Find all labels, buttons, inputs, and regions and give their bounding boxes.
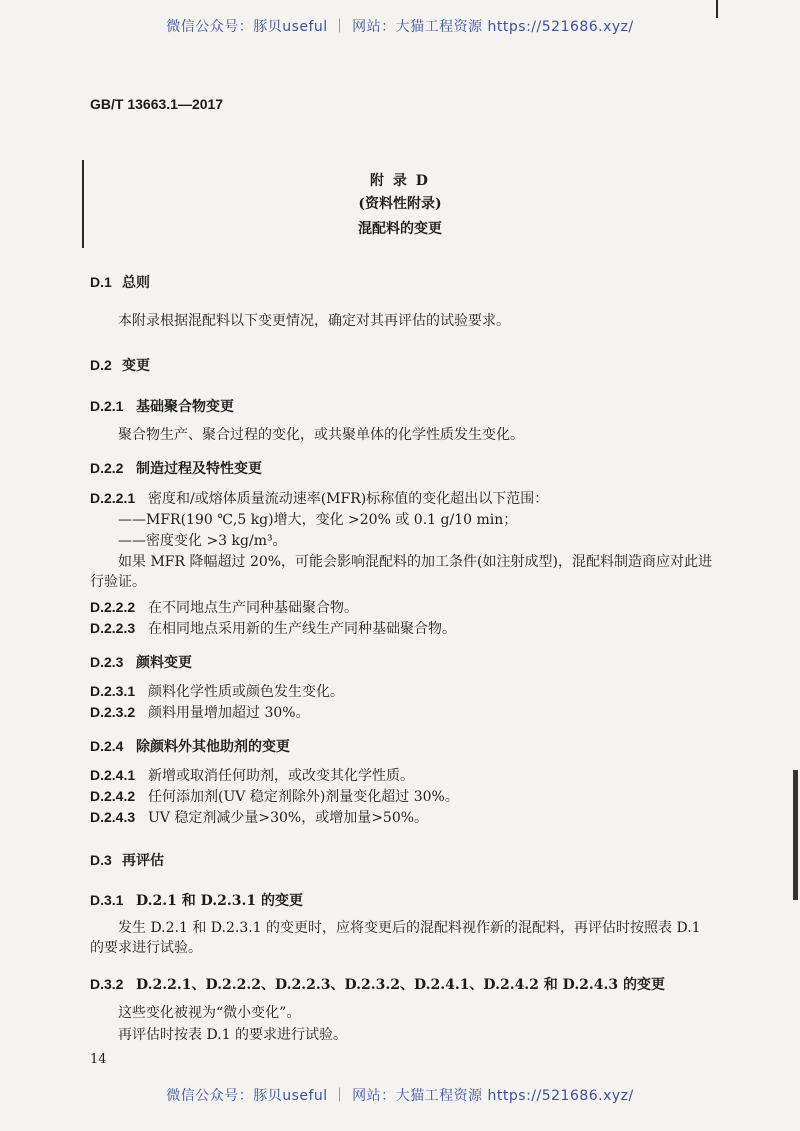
clause: D.2.2.2 在不同地点生产同种基础聚合物。 [90,599,358,616]
paragraph: 聚合物生产、聚合过程的变化，或共聚单体的化学性质发生变化。 [118,427,524,443]
paragraph: 如果 MFR 降幅超过 20%，可能会影响混配料的加工条件(如注射成型)，混配料制造商应对此进行验证。 [90,554,712,591]
clause: D.2.2.3 在相同地点采用新的生产线生产同种基础聚合物。 [90,620,456,637]
scan-edge-line [716,0,718,18]
section-heading: D.1 总则 [90,274,150,291]
section-heading: D.2.4 除颜料外其他助剂的变更 [90,738,290,755]
list-item: ——MFR(190 ℃,5 kg)增大，变化 >20% 或 0.1 g/10 min； [118,512,518,528]
section-heading: D.2 变更 [90,357,150,374]
appendix-name: 混配料的变更 [358,221,442,237]
clause: D.2.3.2 颜料用量增加超过 30%。 [90,704,310,721]
standard-number: GB/T 13663.1—2017 [90,96,224,112]
list-item: ——密度变化 >3 kg/m³。 [118,533,287,549]
paragraph: 这些变化被视为“微小变化”。 [118,1005,301,1021]
appendix-title: 附 录 D [370,173,430,189]
watermark-top: 微信公众号：豚贝useful ｜ 网站：大猫工程资源 https://521686.xyz/ [166,19,634,35]
section-heading: D.2.2 制造过程及特性变更 [90,460,262,477]
clause: D.2.3.1 颜料化学性质或颜色发生变化。 [90,683,344,700]
clause: D.2.4.1 新增或取消任何助剂，或改变其化学性质。 [90,767,414,784]
watermark-bottom: 微信公众号：豚贝useful ｜ 网站：大猫工程资源 https://521686.xyz/ [166,1088,634,1104]
section-heading: D.3.2 D.2.2.1、D.2.2.2、D.2.2.3、D.2.3.2、D.2.4.1、D.2.4.2 和 D.2.4.3 的变更 [90,976,666,993]
paragraph: 本附录根据混配料以下变更情况，确定对其再评估的试验要求。 [118,313,510,329]
paragraph: 发生 D.2.1 和 D.2.3.1 的变更时，应将变更后的混配料视作新的混配料，再评估时按照表 D.1 的要求进行试验。 [90,920,701,957]
section-heading: D.3.1 D.2.1 和 D.2.3.1 的变更 [90,892,303,909]
section-heading: D.3 再评估 [90,852,164,869]
page-number: 14 [90,1052,107,1067]
scan-edge-line [793,770,798,900]
paragraph: 再评估时按表 D.1 的要求进行试验。 [118,1027,347,1043]
clause: D.2.4.2 任何添加剂(UV 稳定剂除外)剂量变化超过 30%。 [90,788,459,805]
section-heading: D.2.1 基础聚合物变更 [90,398,234,415]
appendix-subtitle: (资料性附录) [358,196,442,212]
section-heading: D.2.3 颜料变更 [90,654,192,671]
clause: D.2.2.1 密度和/或熔体质量流动速率(MFR)标称值的变化超出以下范围： [90,490,549,507]
clause: D.2.4.3 UV 稳定剂减少量>30%，或增加量>50%。 [90,809,429,826]
